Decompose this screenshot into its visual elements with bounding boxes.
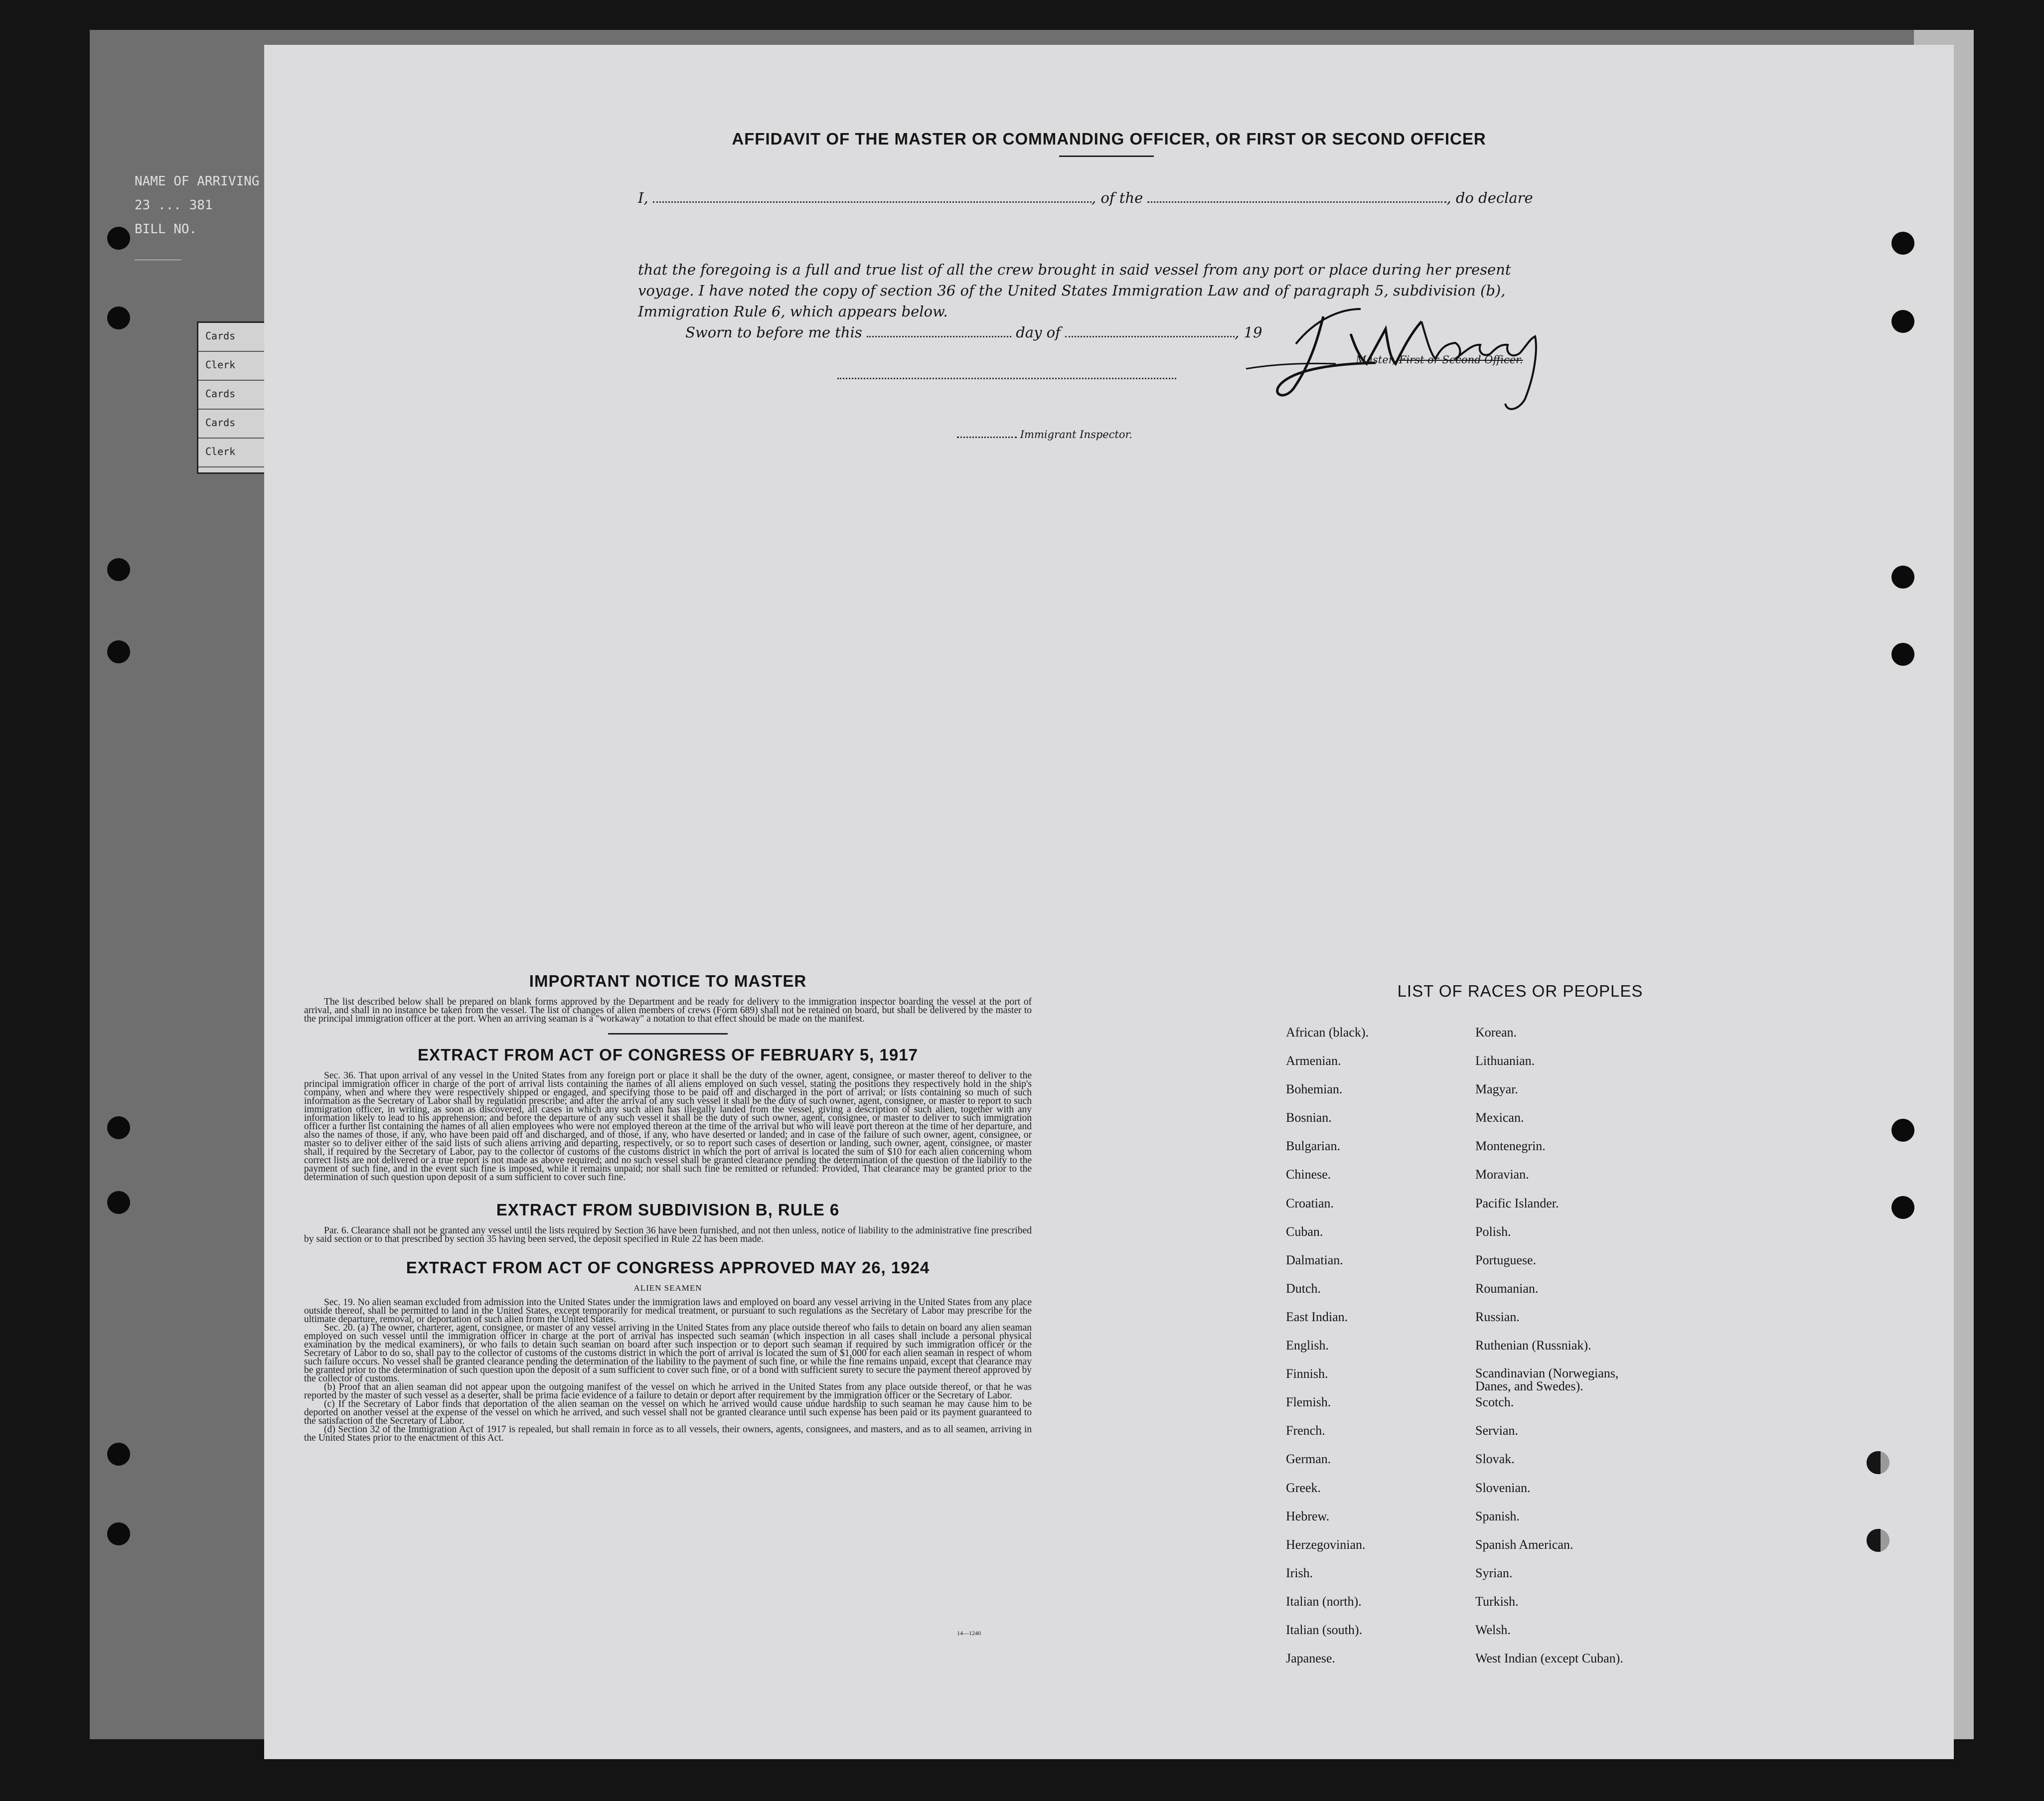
race-item: Scandinavian (Norwegians, Danes, and Swedes). (1475, 1366, 1619, 1394)
race-item: Herzegovinian. (1286, 1537, 1366, 1552)
race-item: Bulgarian. (1286, 1139, 1341, 1154)
punch-hole (1891, 643, 1914, 666)
sworn-label: Sworn to before me this (685, 324, 862, 341)
vessel-label: , of the (1091, 189, 1143, 206)
race-item: Turkish. (1475, 1594, 1519, 1609)
race-item: Chinese. (1286, 1167, 1331, 1182)
inspector-signature-line (837, 378, 1176, 379)
race-item: Cuban. (1286, 1224, 1323, 1239)
race-item: Dutch. (1286, 1281, 1321, 1296)
manifest-page (264, 45, 1954, 1759)
punch-hole (1867, 1451, 1889, 1474)
notice-title: IMPORTANT NOTICE TO MASTER (529, 972, 807, 990)
punch-hole (107, 1522, 130, 1545)
race-item: Montenegrin. (1475, 1139, 1546, 1154)
race-item: Spanish American. (1475, 1537, 1573, 1552)
declarant-label: I, (638, 189, 648, 206)
race-item: Scotch. (1475, 1395, 1514, 1410)
form-number: 14—1240 (957, 1630, 981, 1637)
extract-1924-paragraph: Sec. 19. No alien seaman excluded from admission into the United States under the immigration laws and employed on board any vessel arriving in the United States from any place outside thereof, shall be permitted to land in the United States, except temporarily for medical treatment, or pursuant to such regulations as the Secretary of Labor may prescribe for the ultimate departure, removal, or deportation of such alien from the United States. (304, 1297, 1032, 1325)
race-item: English. (1286, 1338, 1329, 1353)
punch-hole (107, 640, 130, 663)
race-item: Lithuanian. (1475, 1053, 1535, 1068)
races-title: LIST OF RACES OR PEOPLES (1397, 982, 1643, 1000)
race-item: Polish. (1475, 1224, 1511, 1239)
section-divider (608, 1033, 728, 1035)
punch-hole (1891, 310, 1914, 333)
race-item: Slovak. (1475, 1452, 1515, 1467)
title-rule (1059, 155, 1154, 157)
punch-hole (107, 306, 130, 329)
signature-role (1356, 354, 1523, 366)
race-item: Portuguese. (1475, 1252, 1537, 1267)
race-item: Irish. (1286, 1565, 1313, 1580)
race-item: Greek. (1286, 1480, 1321, 1495)
struck-officer-label: First or Second Officer. (1399, 354, 1523, 366)
punch-hole (1891, 1119, 1914, 1142)
extract-1917-text: Sec. 36. That upon arrival of any vessel in the United States from any foreign port or place it shall be the duty of the owner, agent, consignee, or master thereof to deliver to the principal immigration officer in charge of the port of arrival lists containing the names of all aliens employed on such vessel, stating the positions they respectively hold in the ship's company, when and where they were respectively shipped or engaged, and specifying those to be paid off and discharged in the port of arrival; or lists containing so much of such information as the Secretary of Labor shall by regulation prescribe; and after the arrival of any such vessel it shall be the duty of such owner, agent, consignee, or master to report to such immigration officer, in writing, as soon as discovered, all cases in which any such alien has illegally landed from the vessel, giving a description of such alien, together with any information likely to lead to his apprehension; and before the departure of any such vessel it shall be the duty of such owner, agent, consignee, or master to deliver to such immigration officer a further list containing the names of all alien employees who were not employed thereon at the time of the arrival but who will leave port thereon at the time of her departure, and also the names of those, if any, who have been paid off and discharged, and of those, if any, who have deserted or landed; and in case of the failure of such owner, agent, consignee, or master so to deliver either of the said lists of such aliens arriving and departing, respectively, or so to report such cases of desertion or landing, such owner, agent, consignee, or master shall, if required by the Secretary of Labor, pay to the collector of customs of the customs district in which the port of arrival is located the sum of $10 for each alien concerning whom correct lists are not delivered or a true report is not made as above required; and no such vessel shall be granted clearance pending the determination of the question of the liability to the payment of such fine, and in the event such fine is imposed, while it remains unpaid; nor shall such fine be remitted or refunded: Provided, That clearance may be granted prior to the determination of such question upon deposit of a sum sufficient to cover such fine. (304, 1070, 1032, 1183)
race-item: Russian. (1475, 1309, 1520, 1324)
punch-hole (107, 1443, 130, 1466)
stamp-line: Cards (198, 323, 278, 352)
punch-hole (1867, 1529, 1889, 1552)
race-item: Croatian. (1286, 1196, 1334, 1210)
vessel-name-field[interactable] (1147, 201, 1446, 203)
race-item: Armenian. (1286, 1053, 1341, 1068)
race-item: Italian (north). (1286, 1594, 1362, 1609)
punch-hole (107, 1191, 130, 1214)
sworn-day-field[interactable] (867, 336, 1011, 337)
stamp-line: ______ (135, 246, 181, 261)
stamp-line: BILL NO. (135, 222, 197, 237)
race-item: Roumanian. (1475, 1281, 1539, 1296)
race-item: Ruthenian (Russniak). (1475, 1338, 1591, 1353)
stamp-line: Clerk (198, 439, 278, 467)
alien-seamen-subtitle: ALIEN SEAMEN (633, 1283, 702, 1293)
inspector-line (957, 429, 1132, 441)
stamp-line: Clerk (198, 352, 278, 381)
race-item: French. (1286, 1423, 1325, 1438)
punch-hole (1891, 232, 1914, 255)
stamp-line: Cards (198, 381, 278, 410)
race-item: Finnish. (1286, 1366, 1328, 1381)
stamp-line: NAME OF ARRIVING (135, 174, 260, 189)
extract-rule6-title: EXTRACT FROM SUBDIVISION B, RULE 6 (496, 1201, 840, 1219)
extract-1924-paragraph: (b) Proof that an alien seaman did not appear upon the outgoing manifest of the vessel on which he arrived in the United States from any place outside thereof, or that he was reported by the master of such vessel as a deserter, shall be prima facie evidence of a failure to detain or deport after requirement by the immigration officer or the Secretary of Labor. (304, 1382, 1032, 1401)
race-item: Mexican. (1475, 1110, 1524, 1125)
declaration-line (638, 189, 1533, 206)
year-label: , 19 (1235, 324, 1262, 341)
extract-1924-paragraph: (c) If the Secretary of Labor finds that deportation of the alien seaman on the vessel on which he arrived would cause undue hardship to such seaman he may cause him to be deported on another vessel at the expense of the vessel on which he arrived, and such vessel shall not be granted clearance until such expense has been paid or its payment guaranteed to the satisfaction of the Secretary of Labor. (304, 1399, 1032, 1426)
affidavit-title: AFFIDAVIT OF THE MASTER OR COMMANDING OFFICER, OR FIRST OR SECOND OFFICER (732, 130, 1486, 148)
extract-1924-title: EXTRACT FROM ACT OF CONGRESS APPROVED MAY 26, 1924 (406, 1258, 930, 1277)
race-item: Magyar. (1475, 1082, 1518, 1097)
legal-notices (304, 972, 1032, 1442)
inspector-label: Immigrant Inspector. (1020, 429, 1132, 441)
race-item: Bohemian. (1286, 1082, 1343, 1097)
race-item: West Indian (except Cuban). (1475, 1651, 1623, 1666)
race-item: Italian (south). (1286, 1622, 1363, 1637)
races-left-column (1286, 1026, 1369, 1680)
affidavit-text-line: voyage. I have noted the copy of section 36 of the United States Immigration Law and of paragraph 5, subdivision (b), (638, 282, 1506, 299)
extract-1924-paragraph: (d) Section 32 of the Immigration Act of 1917 is repealed, but shall remain in force as to all vessels, their owners, agents, consignees, and masters, and as to all seamen, arriving in the United States prior to the enactment of this Act. (304, 1424, 1032, 1443)
race-item: Bosnian. (1286, 1110, 1332, 1125)
race-item: Hebrew. (1286, 1508, 1330, 1523)
race-item: Flemish. (1286, 1395, 1331, 1410)
race-item: Welsh. (1475, 1622, 1511, 1637)
race-item: Slovenian. (1475, 1480, 1531, 1495)
sworn-line (685, 324, 1262, 341)
race-item: German. (1286, 1452, 1331, 1467)
punch-hole (1891, 566, 1914, 589)
master-role-label: Master, (1356, 354, 1399, 366)
punch-hole (107, 1116, 130, 1139)
stamp-line: 23 ... 381 (135, 198, 213, 213)
notice-text: The list described below shall be prepared on blank forms approved by the Department and be ready for delivery to the immigration inspector boarding the vessel at the port of arrival, and shall in no instance be taken from the vessel. The list of changes of alien members of crews (Form 689) shall not be retained on board, but shall be delivered by the master to the principal immigration officer at the port. When an arriving seaman is a "workaway" a notation to that effect should be made on the manifest. (304, 997, 1032, 1024)
race-item: Spanish. (1475, 1508, 1520, 1523)
extract-rule6-text: Par. 6. Clearance shall not be granted any vessel until the lists required by Section 36 have been furnished, and not then unless, notice of liability to the administrative fine prescribed by said section or to that prescribed by section 35 having been served, the deposit specified in Rule 22 has been made. (304, 1225, 1032, 1244)
race-item: Dalmatian. (1286, 1252, 1343, 1267)
inspector-dots (957, 437, 1017, 438)
race-item: Moravian. (1475, 1167, 1529, 1182)
race-item: Servian. (1475, 1423, 1518, 1438)
affidavit-text-line: that the foregoing is a full and true list of all the crew brought in said vessel from any port or place during her present (638, 261, 1511, 278)
race-item: African (black). (1286, 1025, 1369, 1040)
affidavit-text-line: Immigration Rule 6, which appears below. (638, 303, 948, 320)
races-right-column (1475, 1026, 1640, 1680)
sworn-month-field[interactable] (1065, 336, 1235, 337)
extract-1917-title: EXTRACT FROM ACT OF CONGRESS OF FEBRUARY 5, 1917 (418, 1046, 918, 1064)
punch-hole (1891, 1196, 1914, 1219)
stamp-line: Cards (198, 410, 278, 439)
declare-label: , do declare (1446, 189, 1533, 206)
punch-hole (107, 558, 130, 581)
arrival-stamp (135, 169, 269, 269)
race-item: Pacific Islander. (1475, 1196, 1559, 1210)
race-item: Japanese. (1286, 1651, 1335, 1666)
punch-hole (107, 227, 130, 250)
day-of-label: day of (1016, 324, 1061, 341)
extract-1924-paragraph: Sec. 20. (a) The owner, charterer, agent, consignee, or master of any vessel arriving in the United States from any place outside thereof who fails to detain on board any alien seaman employed on such vessel until the immigration officer in charge at the port of arrival has inspected such seaman (which inspection in all cases shall include a personal physical examination by the medical examiners), or who fails to detain such seaman on board after such inspection or to deport such seaman if required by such immigration officer or the Secretary of Labor to do so, shall pay to the collector of customs of the customs district in which the port of arrival is located the sum of $1,000 for each alien seaman in respect of whom such failure occurs. No vessel shall be granted clearance pending the determination of the liability to the payment of such fine, or while the fine remains unpaid, except that clearance may be granted prior to the determination of such question upon the deposit of a sum sufficient to cover such fine, or of a bond with sufficient surety to secure the payment thereof approved by the collector of customs. (304, 1323, 1032, 1384)
race-item: Korean. (1475, 1025, 1517, 1040)
race-item: Syrian. (1475, 1565, 1513, 1580)
declarant-name-field[interactable] (653, 201, 1092, 203)
race-item: East Indian. (1286, 1309, 1348, 1324)
